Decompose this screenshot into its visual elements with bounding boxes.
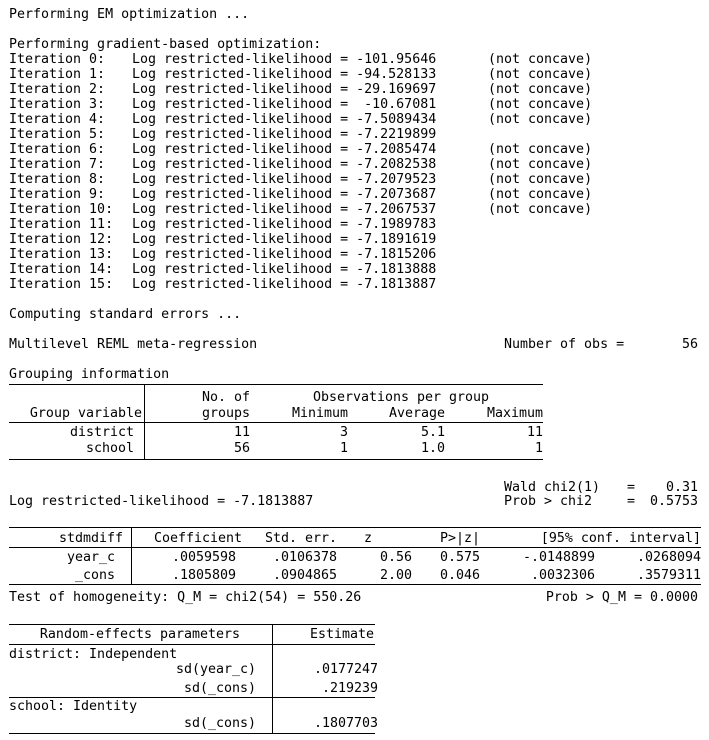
maximum-cell: 11 — [526, 425, 543, 440]
iteration-loglik: Log restricted-likelihood = -7.2073687 — [132, 187, 437, 202]
re-estimate-cell: .0177247 — [313, 662, 378, 677]
wald-value: 0.31 — [665, 480, 698, 495]
group-variable-cell: district — [69, 425, 134, 440]
iteration-label: Iteration 14: — [9, 262, 114, 277]
maximum-header: Maximum — [486, 406, 543, 421]
iteration-label: Iteration 13: — [9, 247, 114, 262]
iteration-loglik: Log restricted-likelihood = -7.1815206 — [132, 247, 437, 262]
average-cell: 5.1 — [420, 425, 445, 440]
log-restricted-likelihood: Log restricted-likelihood = -7.1813887 — [9, 494, 314, 509]
iteration-loglik: Log restricted-likelihood = -94.528133 — [132, 67, 437, 82]
model-title: Multilevel REML meta-regression — [9, 337, 258, 352]
ci-lower-cell: -.0148899 — [522, 550, 595, 565]
iteration-loglik: Log restricted-likelihood = -10.67081 — [132, 97, 437, 112]
iteration-note: (not concave) — [488, 202, 593, 217]
wald-label: Wald chi2(1) — [504, 480, 601, 495]
re-param-cell: sd(_cons) — [183, 716, 256, 731]
ci-upper-cell: .3579311 — [636, 568, 701, 583]
ci-upper-cell: .0268094 — [636, 550, 701, 565]
iteration-note: (not concave) — [488, 112, 593, 127]
re-param-cell: sd(_cons) — [183, 681, 256, 696]
iteration-loglik: Log restricted-likelihood = -7.1989783 — [132, 217, 437, 232]
re-estimate-header: Estimate — [309, 627, 374, 642]
iteration-label: Iteration 6: — [9, 142, 106, 157]
iteration-note: (not concave) — [488, 82, 593, 97]
depvar-header: stdmdiff — [58, 531, 123, 546]
grouping-top-rule — [9, 384, 543, 385]
iteration-note: (not concave) — [488, 97, 593, 112]
groups-cell: 56 — [233, 441, 250, 456]
groups-header: groups — [201, 406, 250, 421]
group-variable-cell: school — [85, 441, 134, 456]
iteration-note: (not concave) — [488, 67, 593, 82]
wald-equals: = — [627, 480, 636, 495]
iteration-note: (not concave) — [488, 172, 593, 187]
std-err-cell: .0106378 — [272, 550, 337, 565]
p-value-cell: 0.046 — [439, 568, 480, 583]
iteration-label: Iteration 9: — [9, 187, 106, 202]
minimum-cell: 3 — [339, 425, 348, 440]
iteration-label: Iteration 8: — [9, 172, 106, 187]
z-header: z — [363, 531, 372, 546]
group-variable-header: Group variable — [29, 406, 142, 421]
homogeneity-test: Test of homogeneity: Q_M = chi2(54) = 550.26 — [9, 590, 362, 605]
iteration-note: (not concave) — [488, 142, 593, 157]
minimum-cell: 1 — [339, 441, 348, 456]
re-param-cell: sd(year_c) — [175, 662, 256, 677]
maximum-cell: 1 — [534, 441, 543, 456]
ci-lower-cell: .0032306 — [530, 568, 595, 583]
re-bottom-rule — [9, 733, 375, 734]
iteration-loglik: Log restricted-likelihood = -101.95646 — [132, 52, 437, 67]
coefficient-cell: .1805809 — [171, 568, 236, 583]
coef-header-rule — [9, 547, 701, 548]
iteration-loglik: Log restricted-likelihood = -7.5089434 — [132, 112, 437, 127]
z-cell: 0.56 — [379, 550, 412, 565]
coefficient-cell: .0059598 — [171, 550, 236, 565]
prob-chi2-equals: = — [627, 494, 636, 509]
iteration-label: Iteration 15: — [9, 277, 114, 292]
iteration-label: Iteration 1: — [9, 67, 106, 82]
iteration-loglik: Log restricted-likelihood = -7.2082538 — [132, 157, 437, 172]
p-value-header: P>|z| — [439, 531, 480, 546]
iteration-label: Iteration 0: — [9, 52, 106, 67]
iteration-label: Iteration 10: — [9, 202, 114, 217]
coef-bottom-rule — [9, 584, 701, 585]
minimum-header: Minimum — [291, 406, 348, 421]
grouping-column-divider — [144, 385, 145, 459]
std-err-cell: .0904865 — [272, 568, 337, 583]
average-cell: 1.0 — [420, 441, 445, 456]
iteration-note: (not concave) — [488, 187, 593, 202]
re-top-rule — [9, 624, 375, 625]
iteration-loglik: Log restricted-likelihood = -7.1813888 — [132, 262, 437, 277]
std-err-header: Std. err. — [264, 531, 337, 546]
re-group-rule — [9, 697, 375, 698]
z-cell: 2.00 — [379, 568, 412, 583]
iteration-label: Iteration 7: — [9, 157, 106, 172]
em-optimization-line: Performing EM optimization ... — [9, 7, 250, 22]
iteration-label: Iteration 5: — [9, 127, 106, 142]
iteration-label: Iteration 4: — [9, 112, 106, 127]
iteration-loglik: Log restricted-likelihood = -29.169697 — [132, 82, 437, 97]
obs-per-group-header: Observations per group — [312, 390, 490, 405]
coefficient-header: Coefficient — [153, 531, 242, 546]
iteration-note: (not concave) — [488, 157, 593, 172]
groups-cell: 11 — [233, 425, 250, 440]
gradient-optimization-line: Performing gradient-based optimization: — [9, 37, 322, 52]
iteration-label: Iteration 3: — [9, 97, 106, 112]
p-value-cell: 0.575 — [439, 550, 480, 565]
coef-var-cell: year_c — [66, 550, 115, 565]
iteration-label: Iteration 11: — [9, 217, 114, 232]
iteration-label: Iteration 12: — [9, 232, 114, 247]
iteration-label: Iteration 2: — [9, 82, 106, 97]
grouping-bottom-rule — [9, 459, 543, 460]
iteration-loglik: Log restricted-likelihood = -7.2219899 — [132, 127, 437, 142]
school-structure-label: school: Identity — [9, 699, 138, 714]
grouping-title: Grouping information — [9, 367, 170, 382]
re-header-rule — [9, 644, 375, 645]
standard-errors-line: Computing standard errors ... — [9, 307, 242, 322]
district-structure-label: district: Independent — [9, 647, 178, 662]
iteration-loglik: Log restricted-likelihood = -7.1891619 — [132, 232, 437, 247]
re-param-header: Random-effects parameters — [39, 627, 241, 642]
re-estimate-cell: .219239 — [321, 681, 378, 696]
iteration-loglik: Log restricted-likelihood = -7.2067537 — [132, 202, 437, 217]
homogeneity-prob: Prob > Q_M = 0.0000 — [545, 590, 698, 605]
average-header: Average — [388, 406, 445, 421]
coef-top-rule — [9, 527, 701, 528]
iteration-loglik: Log restricted-likelihood = -7.1813887 — [132, 277, 437, 292]
nobs-value: 56 — [681, 337, 698, 352]
prob-chi2-label: Prob > chi2 — [504, 494, 593, 509]
coef-var-cell: _cons — [74, 568, 115, 583]
nobs-label: Number of obs = — [504, 337, 625, 352]
no-of-header: No. of — [201, 390, 250, 405]
re-estimate-cell: .1807703 — [313, 716, 378, 731]
conf-interval-header: [95% conf. interval] — [540, 531, 701, 546]
grouping-header-rule — [9, 422, 543, 423]
iteration-loglik: Log restricted-likelihood = -7.2085474 — [132, 142, 437, 157]
prob-chi2-value: 0.5753 — [649, 494, 698, 509]
iteration-note: (not concave) — [488, 52, 593, 67]
re-column-divider — [272, 625, 273, 733]
iteration-loglik: Log restricted-likelihood = -7.2079523 — [132, 172, 437, 187]
